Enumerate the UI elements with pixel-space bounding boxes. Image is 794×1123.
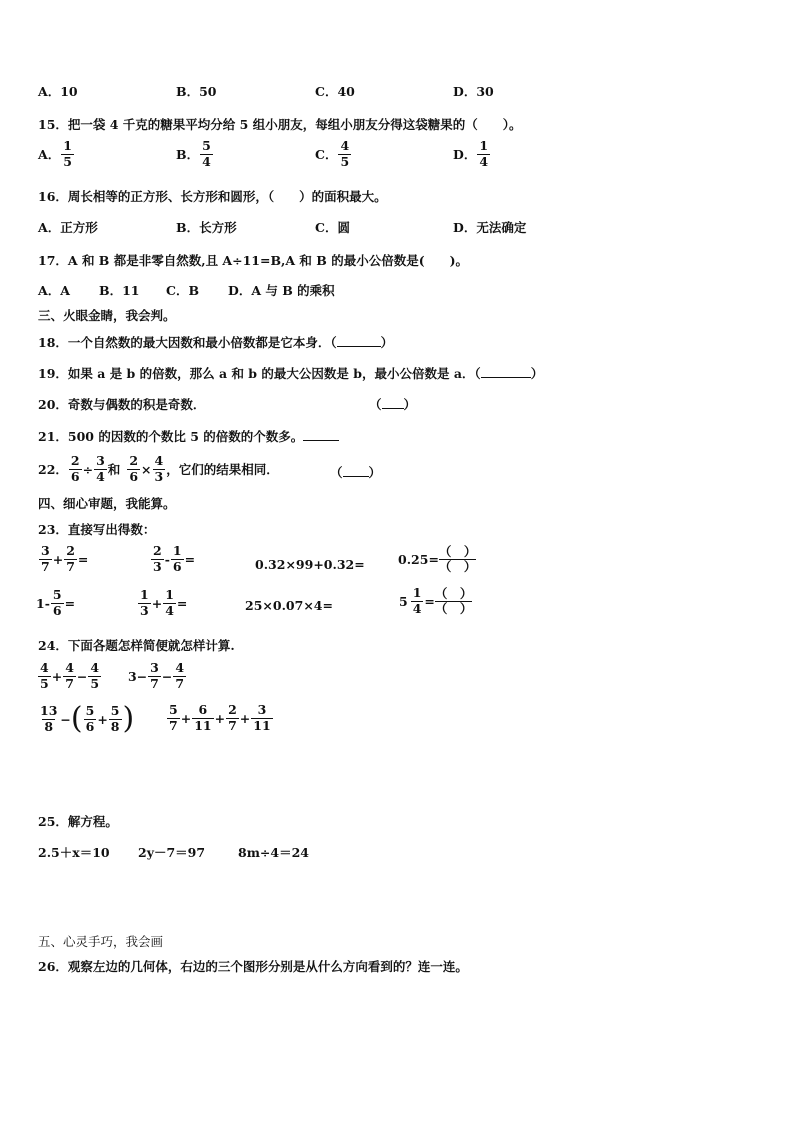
q14-option-a: A．10: [38, 84, 78, 99]
section-3-heading: 三、火眼金睛，我会判。: [38, 308, 176, 323]
q26-text: 26．观察左边的几何体，右边的三个图形分别是从什么方向看到的？连一连。: [38, 959, 468, 974]
fraction: $\frac{1}{4}$: [412, 585, 422, 616]
fraction: $\frac{3}{7}$: [41, 543, 50, 574]
q16-option-d: D．无法确定: [453, 220, 527, 235]
q24-expr-2: 3− $\frac{3}{7}$ − $\frac{4}{7}$: [128, 660, 185, 691]
q16-option-c: C．圆: [315, 220, 350, 235]
q17-option-c: C．B: [166, 283, 200, 298]
fraction: $\frac{1}{4}$: [479, 138, 489, 169]
q15-option-d: D． $\frac{1}{4}$: [453, 138, 489, 169]
q14-option-b: B．50: [176, 84, 217, 99]
fraction: $\frac{1}{5}$: [63, 138, 72, 169]
fraction: $\frac{2}{6}$: [129, 453, 139, 484]
q24-expr-4: $\frac{5}{7}$ + $\frac{6}{11}$ + $\frac{2}{7}$ + $\frac{3}{11}$: [169, 702, 271, 733]
fraction: $\frac{2}{6}$: [70, 453, 80, 484]
fraction: $\frac{5}{7}$: [169, 702, 178, 733]
q15-text: 15．把一袋 4 千克的糖果平均分给 5 组小朋友，每组小朋友分得这袋糖果的（ ）。: [38, 117, 522, 132]
q16-option-a: A．正方形: [38, 220, 98, 235]
answer-blank[interactable]: [343, 464, 369, 477]
fraction: $\frac{3}{7}$: [150, 660, 159, 691]
q23-expr-1: $\frac{3}{7}$ + $\frac{2}{7}$ =: [41, 543, 89, 574]
q23-expr-7: 25×0.07×4=: [245, 598, 333, 613]
q21-text: 21．500 的因数的个数比 5 的倍数的个数多。: [38, 427, 339, 445]
q23-expr-8: 5 $\frac{1}{4}$ = （ ） （ ）: [399, 585, 473, 616]
q15-option-a: A． $\frac{1}{5}$: [38, 138, 72, 169]
q16-option-b: B．长方形: [176, 220, 237, 235]
q18-text: 18．一个自然数的最大因数和最小倍数都是它本身．（ ）: [38, 335, 394, 350]
section-5-heading: 五、心灵手巧，我会画: [38, 934, 164, 949]
fraction: $\frac{6}{11}$: [194, 702, 212, 733]
fraction: $\frac{4}{7}$: [65, 660, 74, 691]
q15-option-c: C． $\frac{4}{5}$: [315, 138, 350, 169]
fraction: $\frac{1}{3}$: [140, 587, 149, 618]
q17-option-d: D．A 与 B 的乘积: [228, 283, 335, 298]
answer-blank[interactable]: [382, 396, 404, 409]
q24-expr-1: $\frac{4}{5}$ + $\frac{4}{7}$ − $\frac{4}{5}$: [40, 660, 100, 691]
fraction: $\frac{1}{4}$: [165, 587, 174, 618]
fraction: $\frac{2}{3}$: [153, 543, 162, 574]
fraction: $\frac{5}{6}$: [85, 703, 95, 734]
q23-expr-6: $\frac{1}{3}$ + $\frac{1}{4}$ =: [140, 587, 188, 618]
q23-expr-5: 1- $\frac{5}{6}$ =: [36, 587, 76, 618]
fraction: $\frac{3}{4}$: [96, 453, 105, 484]
fraction: $\frac{4}{7}$: [175, 660, 185, 691]
q14-option-d: D．30: [453, 84, 494, 99]
fraction: $\frac{3}{11}$: [253, 702, 271, 733]
q22-expression: 22． $\frac{2}{6}$ ÷ $\frac{3}{4}$ 和 $\frac{2}{6}$ × $\frac{4}{3}$ ，它们的结果相同．: [38, 453, 279, 484]
answer-fraction: （ ） （ ）: [434, 586, 473, 616]
q24-expr-3: $\frac{13}{8}$ − ( $\frac{5}{6}$ + $\frac{5}{8}$ ): [40, 701, 135, 736]
fraction: $\frac{4}{3}$: [154, 453, 164, 484]
q24-text: 24．下面各题怎样简便就怎样计算.: [38, 638, 235, 653]
q25-equation-3: 8m÷4＝24: [238, 845, 309, 860]
answer-fraction: （ ） （ ）: [438, 544, 477, 574]
q17-option-a: A．A: [38, 283, 70, 298]
fraction: $\frac{1}{6}$: [172, 543, 182, 574]
section-4-heading: 四、细心审题，我能算。: [38, 496, 176, 511]
q23-expr-2: $\frac{2}{3}$ - $\frac{1}{6}$ =: [153, 543, 196, 574]
fraction: $\frac{4}{5}$: [40, 660, 49, 691]
q20-text: 20．奇数与偶数的积是奇数．: [38, 397, 206, 412]
q17-text: 17．A 和 B 都是非零自然数,且 A÷11=B,A 和 B 的最小公倍数是( )。: [38, 253, 469, 268]
q25-text: 25．解方程。: [38, 814, 118, 829]
q17-option-b: B．11: [99, 283, 140, 298]
q23-expr-4: 0.25= （ ） （ ）: [398, 544, 477, 574]
q25-equation-1: 2.5＋x＝10: [38, 845, 110, 860]
fraction: $\frac{5}{4}$: [202, 138, 211, 169]
answer-blank[interactable]: [303, 428, 339, 441]
fraction: $\frac{2}{7}$: [66, 543, 75, 574]
q14-option-c: C．40: [315, 84, 355, 99]
q25-equation-2: 2y－7＝97: [138, 845, 206, 860]
answer-blank[interactable]: [481, 365, 531, 378]
q19-text: 19．如果 a 是 b 的倍数，那么 a 和 b 的最大公因数是 b，最小公倍数是 a．（ ）: [38, 366, 544, 381]
q16-text: 16．周长相等的正方形、长方形和圆形，（ ）的面积最大。: [38, 189, 387, 204]
fraction: $\frac{13}{8}$: [40, 703, 58, 734]
fraction: $\frac{5}{6}$: [52, 587, 62, 618]
fraction: $\frac{4}{5}$: [90, 660, 100, 691]
fraction: $\frac{4}{5}$: [340, 138, 350, 169]
fraction: $\frac{2}{7}$: [228, 702, 237, 733]
answer-blank[interactable]: [337, 334, 381, 347]
q23-text: 23．直接写出得数：: [38, 522, 156, 537]
q22-answer: （ ）: [330, 465, 382, 480]
fraction: $\frac{5}{8}$: [110, 703, 120, 734]
q15-option-b: B． $\frac{5}{4}$: [176, 138, 211, 169]
q23-expr-3: 0.32×99+0.32=: [255, 557, 365, 572]
q20-answer: （ ）: [369, 397, 417, 412]
